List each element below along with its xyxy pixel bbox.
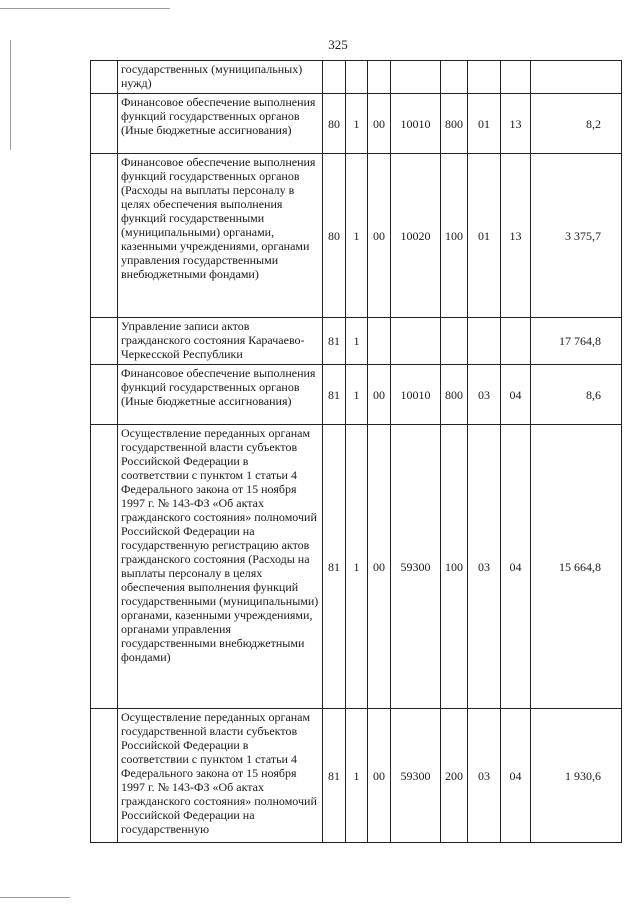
code-cell: 01	[468, 154, 501, 318]
amount-cell: 8,2	[531, 94, 622, 154]
code-cell: 13	[501, 154, 531, 318]
row-name: Осуществление переданных органам государственной власти субъектов Российской Федерации в соответствии с пунктом 1 статьи 4 Федерального закона от 15 ноября 1997 г. № 143-ФЗ «Об актах гражданского состояния» полномочий Российской Федерации на государственную	[118, 709, 323, 843]
code-cell: 10010	[391, 365, 441, 425]
table-row	[91, 61, 622, 94]
code-cell: 59300	[391, 709, 441, 843]
code-cell	[346, 61, 368, 94]
row-name: Осуществление переданных органам государственной власти субъектов Российской Федерации в соответствии с пунктом 1 статьи 4 Федерального закона от 15 ноября 1997 г. № 143-ФЗ «Об актах гражданского состояния» полномочий Российской Федерации на государственную регистрацию актов гражданского состояния (Расходы на выплаты персоналу в целях обеспечения выполнения функций государственными (муниципальными) органами, казенными учреждениями, органами управления государственными внебюджетными фондами)	[118, 425, 323, 709]
code-cell: 03	[468, 365, 501, 425]
code-cell	[501, 61, 531, 94]
code-cell: 00	[368, 154, 391, 318]
code-cell: 04	[501, 425, 531, 709]
code-cell: 04	[501, 365, 531, 425]
index-cell	[91, 425, 118, 709]
amount-cell: 3 375,7	[531, 154, 622, 318]
code-cell	[368, 61, 391, 94]
code-cell: 80	[323, 154, 346, 318]
budget-table	[90, 60, 622, 843]
amount-cell	[531, 61, 622, 94]
code-cell: 1	[346, 425, 368, 709]
scan-mark-top	[0, 8, 170, 9]
page-number: 325	[328, 37, 348, 52]
table-row	[91, 709, 622, 843]
code-cell	[441, 61, 468, 94]
amount-cell: 8,6	[531, 365, 622, 425]
code-cell: 81	[323, 425, 346, 709]
code-cell: 800	[441, 94, 468, 154]
table-row	[91, 425, 622, 709]
code-cell: 800	[441, 365, 468, 425]
code-cell: 01	[468, 94, 501, 154]
row-name: Финансовое обеспечение выполнения функций государственных органов (Расходы на выплаты персоналу в целях обеспечения выполнения функций государственными (муниципальными) органами, казенными учреждениями, органами управления государственными внебюджетными фондами)	[118, 154, 323, 318]
code-cell: 81	[323, 709, 346, 843]
amount-cell: 15 664,8	[531, 425, 622, 709]
table-row	[91, 154, 622, 318]
code-cell	[368, 318, 391, 365]
code-cell: 100	[441, 154, 468, 318]
row-name: Финансовое обеспечение выполнения функций государственных органов (Иные бюджетные ассигнования)	[118, 94, 323, 154]
code-cell: 80	[323, 94, 346, 154]
amount-cell: 1 930,6	[531, 709, 622, 843]
table-row	[91, 365, 622, 425]
code-cell: 81	[323, 318, 346, 365]
index-cell	[91, 94, 118, 154]
code-cell: 00	[368, 94, 391, 154]
code-cell: 59300	[391, 425, 441, 709]
code-cell: 1	[346, 365, 368, 425]
code-cell: 03	[468, 425, 501, 709]
code-cell: 10010	[391, 94, 441, 154]
code-cell: 81	[323, 365, 346, 425]
index-cell	[91, 61, 118, 94]
code-cell	[323, 61, 346, 94]
code-cell: 00	[368, 365, 391, 425]
code-cell: 00	[368, 425, 391, 709]
code-cell: 200	[441, 709, 468, 843]
code-cell	[391, 318, 441, 365]
index-cell	[91, 365, 118, 425]
index-cell	[91, 318, 118, 365]
amount-cell: 17 764,8	[531, 318, 622, 365]
code-cell: 10020	[391, 154, 441, 318]
row-name: Финансовое обеспечение выполнения функций государственных органов (Иные бюджетные ассигнования)	[118, 365, 323, 425]
scan-mark-left	[10, 40, 11, 150]
code-cell: 13	[501, 94, 531, 154]
code-cell: 1	[346, 318, 368, 365]
table-row	[91, 94, 622, 154]
index-cell	[91, 154, 118, 318]
code-cell: 1	[346, 94, 368, 154]
code-cell: 04	[501, 709, 531, 843]
code-cell	[468, 61, 501, 94]
code-cell	[468, 318, 501, 365]
index-cell	[91, 709, 118, 843]
code-cell: 03	[468, 709, 501, 843]
code-cell: 100	[441, 425, 468, 709]
code-cell	[501, 318, 531, 365]
code-cell: 1	[346, 154, 368, 318]
table-row	[91, 318, 622, 365]
code-cell	[441, 318, 468, 365]
code-cell	[391, 61, 441, 94]
code-cell: 1	[346, 709, 368, 843]
scan-mark-bottom	[0, 897, 70, 898]
row-name: Управление записи актов гражданского состояния Карачаево-Черкесской Республики	[118, 318, 323, 365]
code-cell: 00	[368, 709, 391, 843]
row-name: государственных (муниципальных) нужд)	[118, 61, 323, 94]
